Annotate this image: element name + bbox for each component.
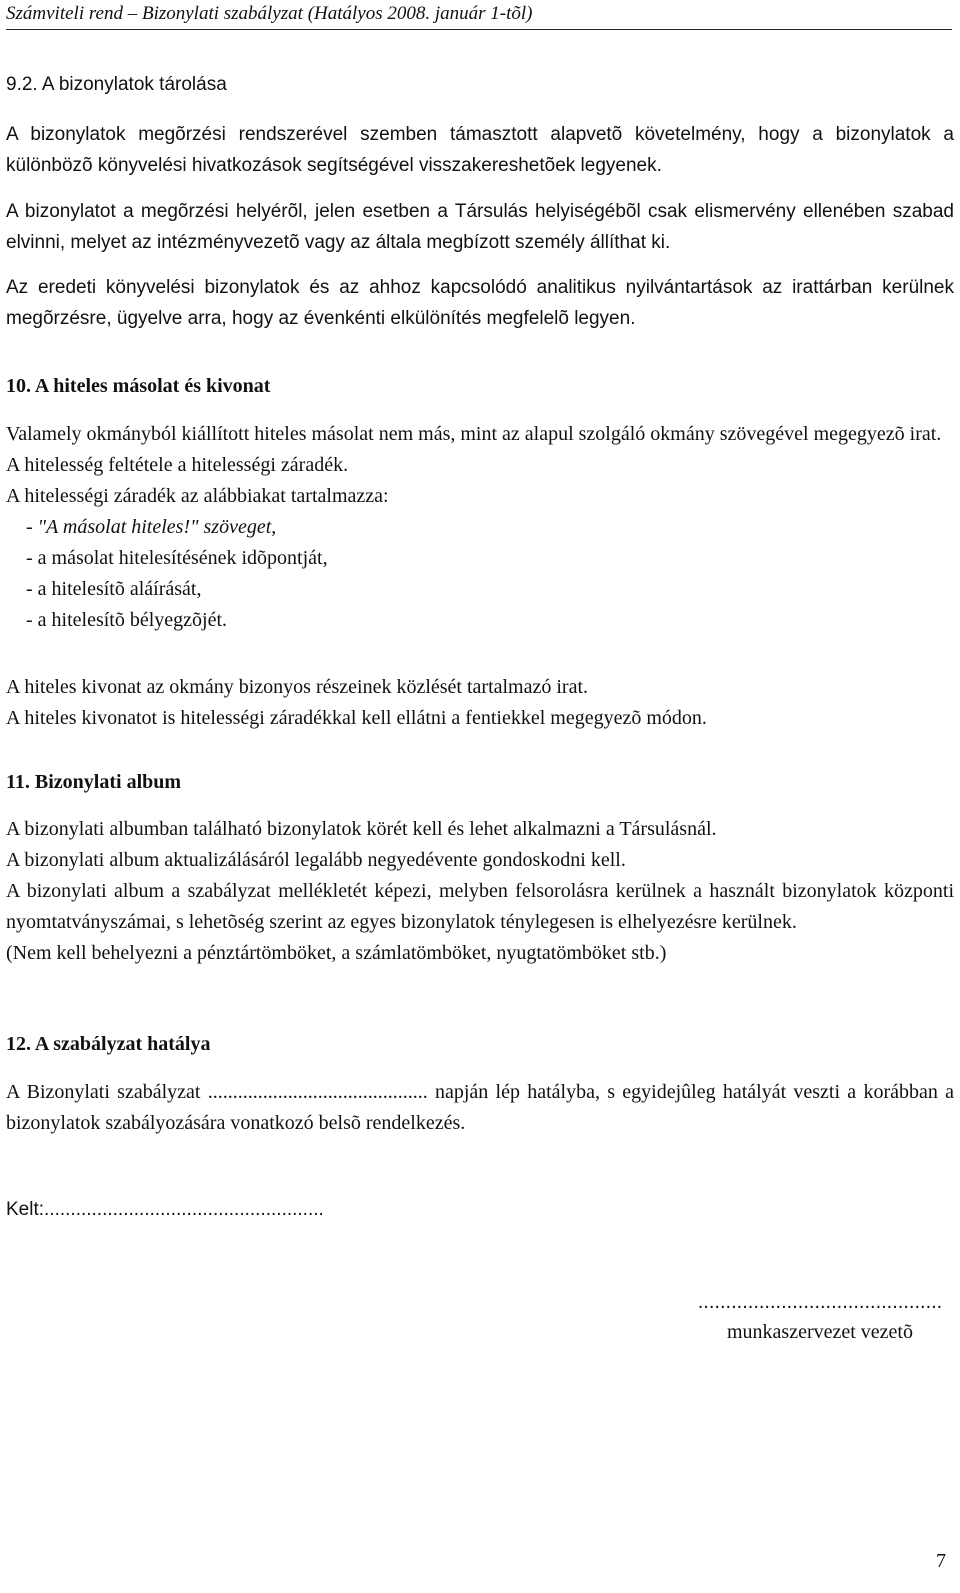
list-item: - a másolat hitelesítésének idõpontját, <box>26 547 328 569</box>
paragraph: Valamely okmányból kiállított hiteles másolat nem más, mint az alapul szolgáló okmány szövegével megegyezõ irat. <box>6 423 942 445</box>
page-number: 7 <box>936 1550 946 1572</box>
section-heading-12: 12. A szabályzat hatálya <box>6 1033 211 1055</box>
paragraph: A bizonylati albumban található bizonylatok körét kell és lehet alkalmazni a Társulásnál. <box>6 818 717 840</box>
section-heading-11: 11. Bizonylati album <box>6 771 182 793</box>
paragraph: A hiteles kivonatot is hitelességi záradékkal kell ellátni a fentiekkel megegyezõ módon. <box>6 707 707 729</box>
section-heading-9-2: 9.2. A bizonylatok tárolása <box>6 74 227 95</box>
paragraph: A Bizonylati szabályzat ............................................ napján lép hatályba, s egyidejûleg hatályát veszti a korábban a bizonylatok szabályozására vonatkozó belsõ rendelkezés. <box>6 1081 954 1134</box>
paragraph: A bizonylati album a szabályzat mellékletét képezi, melyben felsorolásra kerülnek a használt bizonylatok központi nyomtatványszámai, s lehetõség szerint az egyes bizonylatok ténylegesen is elhelyezésre kerülnek. <box>6 880 954 933</box>
list-item: - a hitelesítõ bélyegzõjét. <box>26 609 228 631</box>
list-item: - "A másolat hiteles!" szöveget, <box>26 516 277 538</box>
signature-title: munkaszervezet vezetõ <box>726 1321 913 1343</box>
section-11-body <box>6 814 954 969</box>
paragraph: A hitelesség feltétele a hitelességi záradék. <box>6 454 349 476</box>
section-10-body <box>6 419 954 636</box>
section-10-closing <box>6 672 954 734</box>
paragraph: A bizonylati album aktualizálásáról legalább negyedévente gondoskodni kell. <box>6 849 626 871</box>
paragraph: A bizonylatok megõrzési rendszerével szemben támasztott alapvetõ követelmény, hogy a bizonylatok a különbözõ könyvelési hivatkozások segítségével visszakereshetõek legyenek. <box>6 124 954 176</box>
clause-contents-list <box>6 512 954 636</box>
paragraph: A hitelességi záradék az alábbiakat tartalmazza: <box>6 485 389 507</box>
kelt-line: Kelt:..................................................... <box>6 1199 324 1220</box>
paragraph: A hiteles kivonat az okmány bizonyos részeinek közlését tartalmazó irat. <box>6 676 589 698</box>
signature-dots: ............................................ <box>697 1291 943 1313</box>
running-header: Számviteli rend – Bizonylati szabályzat (Hatályos 2008. január 1-tõl) <box>6 2 952 30</box>
paragraph: Az eredeti könyvelési bizonylatok és az ahhoz kapcsolódó analitikus nyilvántartások az irattárban kerülnek megõrzésre, ügyelve arra, hogy az évenkénti elkülönítés megfelelõ legyen. <box>6 277 954 329</box>
paragraph: A bizonylatot a megõrzési helyérõl, jelen esetben a Társulás helyiségébõl csak elismervény ellenében szabad elvinni, melyet az intézményvezetõ vagy az általa megbízott személy állíthat ki. <box>6 201 954 253</box>
paragraph: (Nem kell behelyezni a pénztártömböket, a számlatömböket, nyugtatömböket stb.) <box>6 942 667 964</box>
list-item: - a hitelesítõ aláírását, <box>26 578 202 600</box>
section-heading-10: 10. A hiteles másolat és kivonat <box>6 375 271 397</box>
